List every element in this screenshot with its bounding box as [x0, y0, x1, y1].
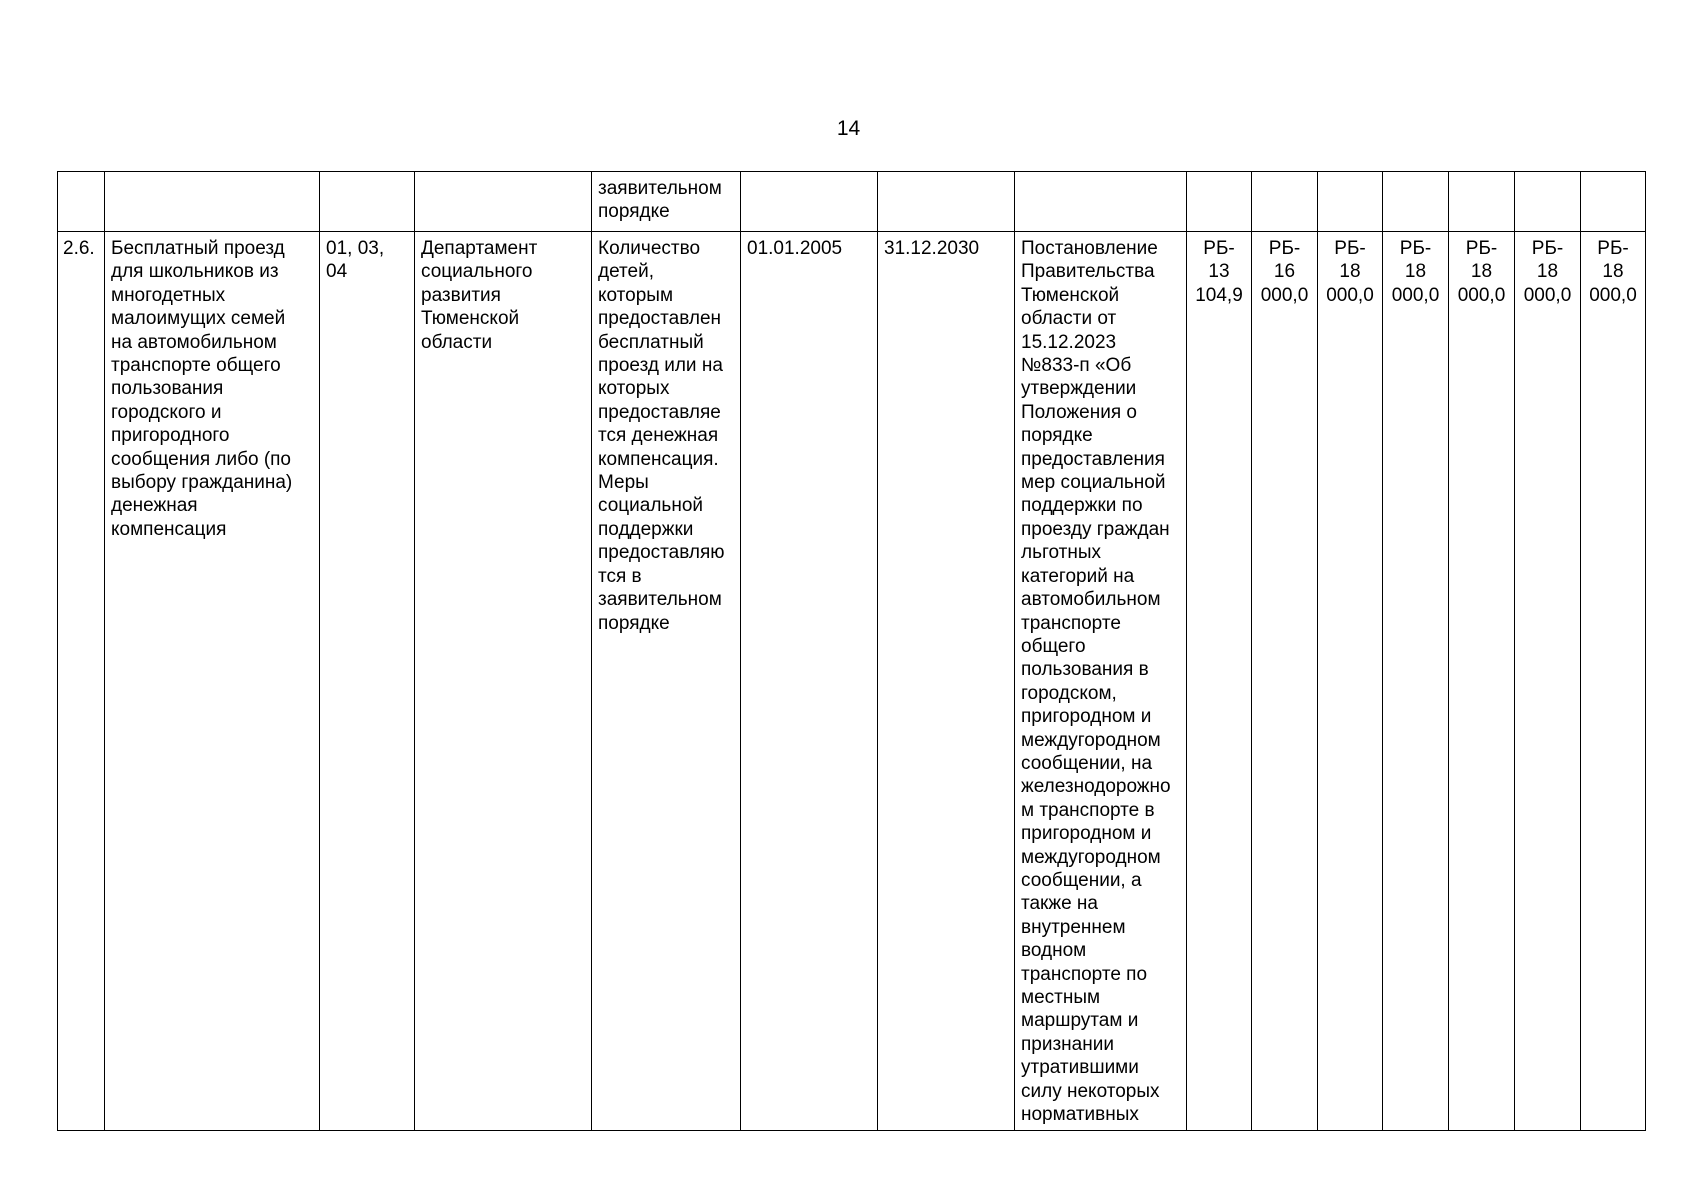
legal-act-text: Постановление Правительства Тюменской области от 15.12.2023 №833-п «Об утверждении Положения о порядке предоставления мер социальной поддержки по проезду граждан льготных категорий на автомобильном транспорте общего пользования в городском, пригородном и междугородном сообщении, на железнодорожно м транспорте в пригородном и междугородном сообщении, а также на внутреннем водном транспорте по местным маршрутам и признании утратившими силу некоторых нормативных [1021, 238, 1171, 1126]
amount-text: РБ- 18 000,0 [1589, 238, 1637, 306]
cell-amount [1515, 232, 1581, 1131]
cell-index [58, 232, 105, 1131]
table-row-continuation [58, 172, 1646, 232]
measure-text: Бесплатный проезд для школьников из многодетных малоимущих семей на автомобильном транспорте общего пользования городского и пригородного сообщения либо (по выбору гражданина) денежная компенсация [111, 238, 293, 540]
cell-measure [105, 232, 320, 1131]
page-number: 14 [836, 117, 861, 140]
cell-amount [1581, 232, 1646, 1131]
amount-text: РБ- 18 000,0 [1326, 238, 1374, 306]
cont-cell-indicator [592, 172, 741, 232]
amount-text: РБ- 18 000,0 [1391, 238, 1440, 306]
cell-amount [1383, 232, 1449, 1131]
cell-end-date [878, 232, 1015, 1131]
cont-cell-amount [1581, 172, 1646, 232]
cell-indicator [592, 232, 741, 1131]
start-date-text: 01.01.2005 [747, 238, 843, 259]
cont-cell-amount [1449, 172, 1515, 232]
cell-start-date [741, 232, 878, 1131]
end-date-text: 31.12.2030 [884, 238, 980, 259]
cont-cell-legal-act [1015, 172, 1187, 232]
cont-indicator-text: заявительном порядке [598, 178, 722, 223]
cont-cell-end-date [878, 172, 1015, 232]
codes-text: 01, 03, 04 [326, 238, 385, 283]
executor-text: Департамент социального развития Тюменской области [421, 238, 538, 353]
cell-legal-act [1015, 232, 1187, 1131]
table-row-2-6 [58, 232, 1646, 1131]
cont-cell-measure [105, 172, 320, 232]
amount-text: РБ- 16 000,0 [1260, 238, 1309, 306]
cont-cell-amount [1383, 172, 1449, 232]
amount-text: РБ- 18 000,0 [1523, 238, 1572, 306]
indicator-text: Количество детей, которым предоставлен бесплатный проезд или на которых предоставляе тся денежная компенсация. Меры социальной поддержки предоставляю тся в заявительном порядке [598, 238, 725, 634]
amount-text: РБ- 13 104,9 [1195, 238, 1243, 306]
cell-amount [1318, 232, 1383, 1131]
cont-cell-index [58, 172, 105, 232]
cont-cell-executor [415, 172, 592, 232]
cell-amount [1449, 232, 1515, 1131]
cell-amount [1187, 232, 1252, 1131]
cell-codes [320, 232, 415, 1131]
cont-cell-amount [1515, 172, 1581, 232]
cont-cell-amount [1187, 172, 1252, 232]
measures-table [57, 171, 1646, 1131]
row-index: 2.6. [63, 238, 95, 259]
cont-cell-start-date [741, 172, 878, 232]
cell-amount [1252, 232, 1318, 1131]
cont-cell-amount [1252, 172, 1318, 232]
cont-cell-amount [1318, 172, 1383, 232]
amount-text: РБ- 18 000,0 [1457, 238, 1506, 306]
cell-executor [415, 232, 592, 1131]
cont-cell-codes [320, 172, 415, 232]
